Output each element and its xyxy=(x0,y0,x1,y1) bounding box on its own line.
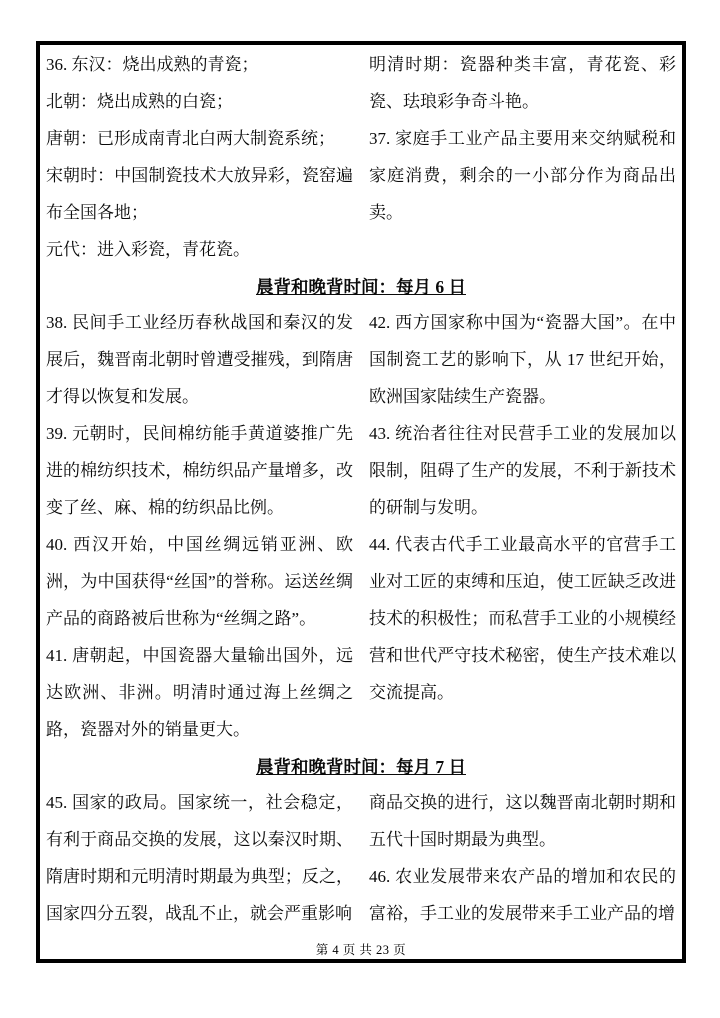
note-44: 44. 代表古代手工业最高水平的官营手工业对工匠的束缚和压迫，使工匠缺乏改进技术的积极性；而私营手工业的小规模经营和世代严守技术秘密，使生产技术难以交流提高。 xyxy=(369,535,676,702)
note-36-line-songchao: 宋朝时：中国制瓷技术大放异彩，瓷窑遍布全国各地； xyxy=(46,166,353,222)
note-45: 45. 国家的政局。国家统一，社会稳定，有利于商品交换的发展，这以秦汉时期、隋唐时期和元明清时期最为典型；反之，国家四分五裂，战乱不止，就会严重影响 xyxy=(46,793,353,923)
note-43: 43. 统治者往往对民营手工业的发展加以限制，阻碍了生产的发展，不利于新技术的研制与发明。 xyxy=(369,424,676,517)
section-2 xyxy=(46,304,676,748)
recite-time-header-month-6: 晨背和晚背时间：每月 6 日 xyxy=(256,277,466,297)
document-page-frame xyxy=(36,41,686,963)
section-3-right-column xyxy=(369,784,676,932)
note-45-continuation: 商品交换的进行，这以魏晋南北朝时期和五代十国时期最为典型。 xyxy=(369,793,676,849)
section-2-left-column xyxy=(46,304,353,748)
note-36-line-mingqing: 明清时期：瓷器种类丰富，青花瓷、彩瓷、珐琅彩争奇斗艳。 xyxy=(369,55,676,111)
section-1-right-column xyxy=(369,46,676,268)
note-36-line-tangchao: 唐朝：已形成南青北白两大制瓷系统； xyxy=(46,129,335,148)
note-36-line-beichao: 北朝：烧出成熟的白瓷； xyxy=(46,92,233,111)
note-40: 40. 西汉开始，中国丝绸远销亚洲、欧洲，为中国获得“丝国”的誉称。运送丝绸产品的商路被后世称为“丝绸之路”。 xyxy=(46,535,353,628)
note-38: 38. 民间手工业经历春秋战国和秦汉的发展后，魏晋南北朝时曾遭受摧残，到隋唐才得以恢复和发展。 xyxy=(46,313,353,406)
section-1-left-column xyxy=(46,46,353,268)
section-3 xyxy=(46,784,676,932)
section-3-left-column xyxy=(46,784,353,932)
note-36-line-donghan: 36. 东汉：烧出成熟的青瓷； xyxy=(46,55,259,74)
note-36-line-yuandai: 元代：进入彩瓷，青花瓷。 xyxy=(46,240,250,259)
recite-time-header-month-7: 晨背和晚背时间：每月 7 日 xyxy=(256,757,466,777)
section-2-right-column xyxy=(369,304,676,748)
note-42: 42. 西方国家称中国为“瓷器大国”。在中国制瓷工艺的影响下，从 17 世纪开始，欧洲国家陆续生产瓷器。 xyxy=(369,313,676,406)
page-number-footer: 第 4 页 共 23 页 xyxy=(315,943,407,957)
section-1 xyxy=(46,46,676,268)
note-39: 39. 元朝时，民间棉纺能手黄道婆推广先进的棉纺织技术，棉纺织品产量增多，改变了丝、麻、棉的纺织品比例。 xyxy=(46,424,353,517)
note-46: 46. 农业发展带来农产品的增加和农民的富裕，手工业的发展带来手工业产品的增 xyxy=(369,867,676,923)
note-41: 41. 唐朝起，中国瓷器大量输出国外，远达欧洲、非洲。明清时通过海上丝绸之路，瓷器对外的销量更大。 xyxy=(46,646,353,739)
note-37: 37. 家庭手工业产品主要用来交纳赋税和家庭消费，剩余的一小部分作为商品出卖。 xyxy=(369,129,676,222)
